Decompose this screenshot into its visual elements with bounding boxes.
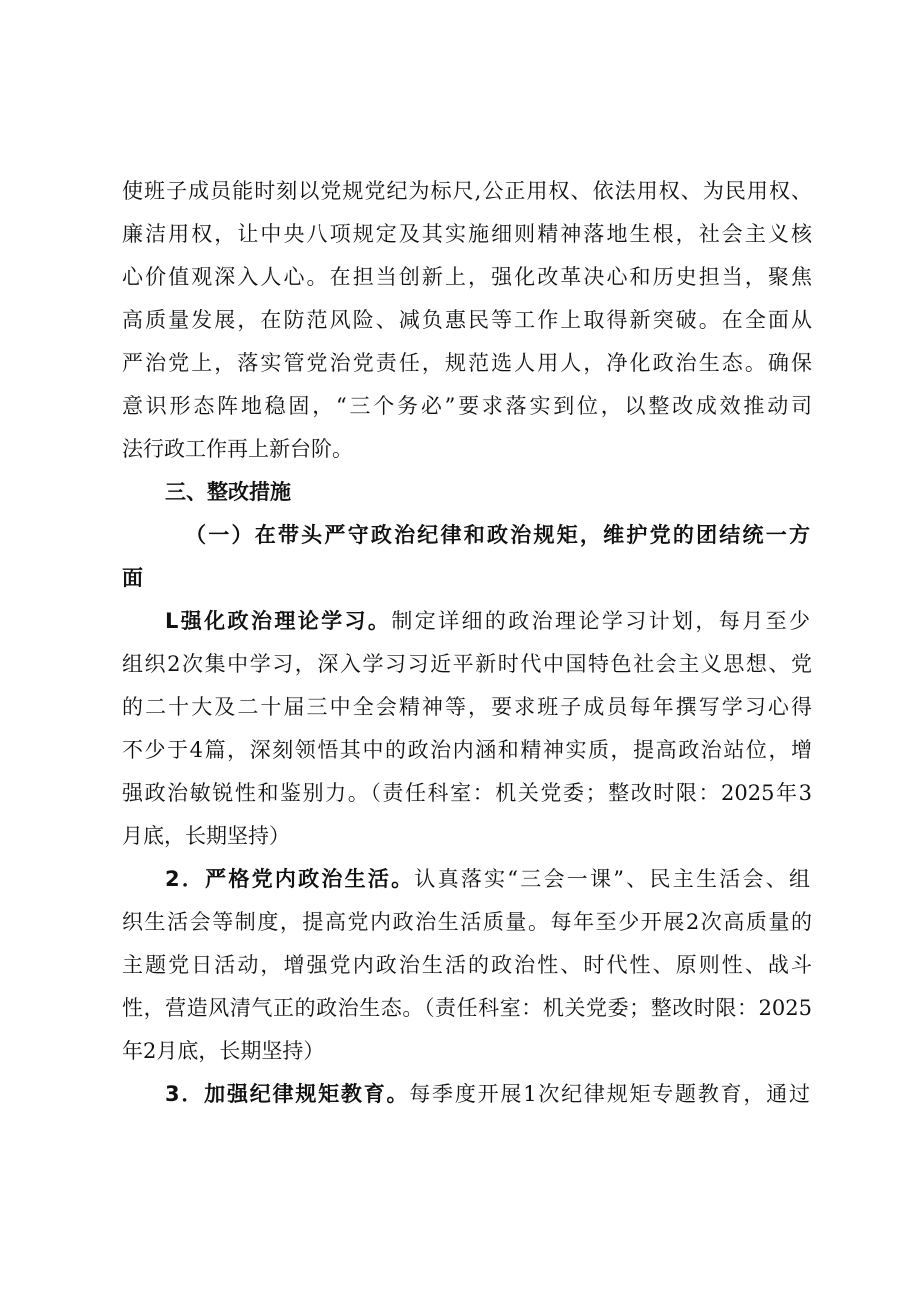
intro-line-1: 使班子成员能时刻以党规党纪为标尺,公正用权、依法用权、为民用权、 [122, 179, 812, 203]
intro-line-6: 意识形态阵地稳固，“三个务必”要求落实到位，以整改成效推动司 [122, 394, 812, 418]
item1-title: L强化政治理论学习。 [165, 609, 392, 633]
subsection-heading-line-1: （一）在带头严守政治纪律和政治规矩，维护党的团结统一方 [185, 523, 810, 547]
item1-line-2: 组织2次集中学习，深入学习习近平新时代中国特色社会主义思想、党 [122, 652, 812, 676]
item2-line-3: 主题党日活动，增强党内政治生活的政治性、时代性、原则性、战斗 [122, 953, 812, 977]
item2-line-5: 年2月底，长期坚持） [122, 1039, 325, 1063]
item1-text: 制定详细的政治理论学习计划，每月至少 [391, 609, 810, 633]
subsection-heading-line-2: 面 [122, 566, 143, 590]
intro-line-5: 严治党上，落实管党治党责任，规范选人用人，净化政治生态。确保 [122, 351, 812, 375]
intro-line-4: 高质量发展，在防范风险、减负惠民等工作上取得新突破。在全面从 [122, 308, 812, 332]
item1-line-6: 月底，长期坚持） [122, 824, 290, 848]
item3-title: 3．加强纪律规矩教育。 [165, 1082, 410, 1106]
intro-line-3: 心价值观深入人心。在担当创新上，强化改革决心和历史担当，聚焦 [122, 265, 812, 289]
item1-line-3: 的二十大及二十届三中全会精神等，要求班子成员每年撰写学习心得 [122, 695, 812, 719]
item2-line-1 [165, 864, 810, 894]
item2-text: 认真落实“三会一课”、民主生活会、组 [414, 867, 810, 891]
item1-line-1 [165, 606, 810, 636]
item1-line-4: 不少于4篇，深刻领悟其中的政治内涵和精神实质，提高政治站位，增 [122, 738, 812, 762]
item1-line-5: 强政治敏锐性和鉴别力。（责任科室：机关党委；整改时限：2025年3 [122, 781, 812, 805]
item2-line-4: 性，营造风清气正的政治生态。（责任科室：机关党委；整改时限：2025 [122, 996, 812, 1020]
item3-line-1 [165, 1079, 810, 1109]
section-heading: 三、整改措施 [165, 480, 291, 504]
intro-line-7: 法行政工作再上新台阶。 [122, 437, 353, 461]
item2-line-2: 织生活会等制度，提高党内政治生活质量。每年至少开展2次高质量的 [122, 910, 812, 934]
item2-title: 2．严格党内政治生活。 [165, 867, 415, 891]
item3-text: 每季度开展1次纪律规矩专题教育，通过 [409, 1082, 810, 1106]
intro-line-2: 廉洁用权，让中央八项规定及其实施细则精神落地生根，社会主义核 [122, 222, 812, 246]
